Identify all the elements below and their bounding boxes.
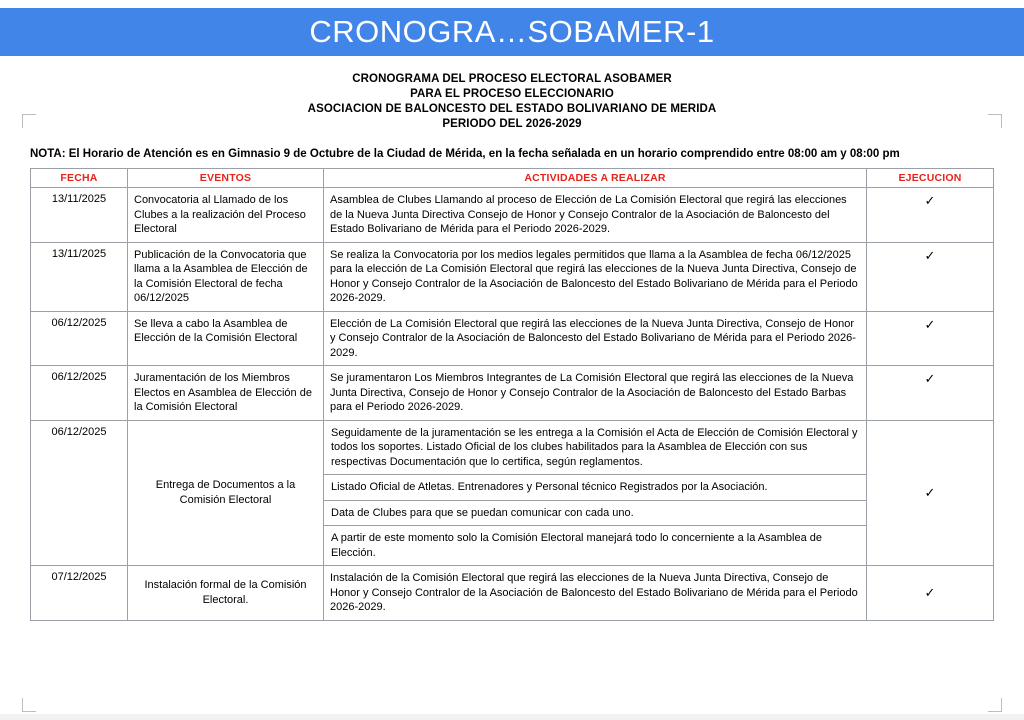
actividad-text: Listado Oficial de Atletas. Entrenadores y Personal técnico Registrados por la Asociación. [324, 475, 866, 501]
cell-actividades: Asamblea de Clubes Llamando al proceso de Elección de La Comisión Electoral que regirá las elecciones de la Nueva Junta Directiva Consejo de Honor y Consejo Contralor de la Asociación de Baloncesto del Estado Bolivariano de Mérida para el Periodo 2026-2029. [324, 188, 867, 243]
crop-mark-bottom-right [988, 698, 1002, 712]
table-row [31, 242, 994, 311]
cell-evento: Se lleva a cabo la Asamblea de Elección de la Comisión Electoral [128, 311, 324, 366]
cell-evento: Instalación formal de la Comisión Electoral. [128, 566, 324, 621]
page-sheet [0, 56, 1024, 720]
actividad-text: A partir de este momento solo la Comisión Electoral manejará todo lo concerniente a la Asamblea de Elección. [331, 532, 822, 559]
cell-evento: Juramentación de los Miembros Electos en Asamblea de Elección de la Comisión Electoral [128, 366, 324, 421]
cell-fecha: 06/12/2025 [31, 420, 128, 566]
cell-actividades: Se realiza la Convocatoria por los medios legales permitidos que llama a la Asamblea de fecha 06/12/2025 para la elección de La Comisión Electoral que regirá las elecciones de la Nueva Junta Directiva, Consejo de Honor y Consejo Contralor de la Asociación de Baloncesto del Estado Bolivariano de Mérida para el Periodo 2026-2029. [324, 242, 867, 311]
document-heading [0, 72, 1024, 132]
cell-evento: Convocatoria al Llamado de los Clubes a la realización del Proceso Electoral [128, 188, 324, 243]
cell-ejecucion: ✓ [867, 566, 994, 621]
actividad-text: Seguidamente de la juramentación se les entrega a la Comisión el Acta de Elección de Comisión Electoral y todos los soportes. Listado Oficial de los clubes habilitados para la Asamblea de Elección con sus respectivas Documentación que lo certifica, según reglamentos. [324, 421, 866, 475]
heading-line-1: CRONOGRAMA DEL PROCESO ELECTORAL ASOBAMER [352, 73, 672, 85]
cell-fecha: 07/12/2025 [31, 566, 128, 621]
cell-ejecucion: ✓ [867, 311, 994, 366]
table-row [31, 311, 994, 366]
cell-ejecucion: ✓ [867, 242, 994, 311]
actividades-sublist [324, 421, 866, 566]
cell-actividades [324, 420, 867, 566]
column-header-eventos: EVENTOS [128, 169, 324, 188]
table-header-row [31, 169, 994, 188]
actividad-item [324, 500, 866, 526]
actividad-item [324, 475, 866, 501]
window-titlebar [0, 8, 1024, 56]
crop-mark-top-right [988, 114, 1002, 128]
cell-actividades: Elección de La Comisión Electoral que regirá las elecciones de la Nueva Junta Directiva, Consejo de Honor y Consejo Contralor de la Asociación de Baloncesto del Estado Bolivariano de Mérida para el Periodo 2026-2029. [324, 311, 867, 366]
cell-fecha: 13/11/2025 [31, 242, 128, 311]
actividad-item [324, 526, 866, 566]
cell-fecha: 13/11/2025 [31, 188, 128, 243]
heading-line-4: PERIODO DEL 2026-2029 [442, 118, 582, 130]
window-title: CRONOGRA…SOBAMER-1 [309, 14, 715, 49]
heading-line-3: ASOCIACION DE BALONCESTO DEL ESTADO BOLIVARIANO DE MERIDA [307, 103, 717, 115]
cell-actividades: Se juramentaron Los Miembros Integrantes de La Comisión Electoral que regirá las elecciones de la Nueva Junta Directiva, Consejo de Honor y Consejo Contralor de la Asociación de Baloncesto del Estado Barbas para el Periodo 2026-2029. [324, 366, 867, 421]
table-row [31, 566, 994, 621]
cell-ejecucion: ✓ [867, 188, 994, 243]
cell-evento: Publicación de la Convocatoria que llama a la Asamblea de Elección de la Comisión Electoral de fecha 06/12/2025 [128, 242, 324, 311]
cell-fecha: 06/12/2025 [31, 366, 128, 421]
table-row [31, 188, 994, 243]
crop-mark-bottom-left [22, 698, 36, 712]
cell-ejecucion: ✓ [867, 366, 994, 421]
page-bottom-edge [0, 714, 1024, 720]
schedule-note: NOTA: El Horario de Atención es en Gimnasio 9 de Octubre de la Ciudad de Mérida, en la fecha señalada en un horario comprendido entre 08:00 am y 08:00 pm [30, 148, 900, 160]
column-header-ejecucion: EJECUCION [867, 169, 994, 188]
cronograma-table [30, 168, 994, 621]
cell-ejecucion: ✓ [867, 420, 994, 566]
crop-mark-top-left [22, 114, 36, 128]
column-header-fecha: FECHA [31, 169, 128, 188]
cell-actividades: Instalación de la Comisión Electoral que regirá las elecciones de la Nueva Junta Directiva, Consejo de Honor y Consejo Contralor de la Asociación de Baloncesto del Estado Bolivariano de Mérida para el Periodo 2026-2029. [324, 566, 867, 621]
cell-fecha: 06/12/2025 [31, 311, 128, 366]
cell-evento: Entrega de Documentos a la Comisión Electoral [128, 420, 324, 566]
table-row [31, 420, 994, 566]
column-header-actividades: ACTIVIDADES A REALIZAR [324, 169, 867, 188]
table-row [31, 366, 994, 421]
actividad-text: Data de Clubes para que se puedan comunicar con cada uno. [324, 500, 866, 526]
actividad-item [324, 421, 866, 475]
heading-line-2: PARA EL PROCESO ELECCIONARIO [410, 88, 614, 100]
